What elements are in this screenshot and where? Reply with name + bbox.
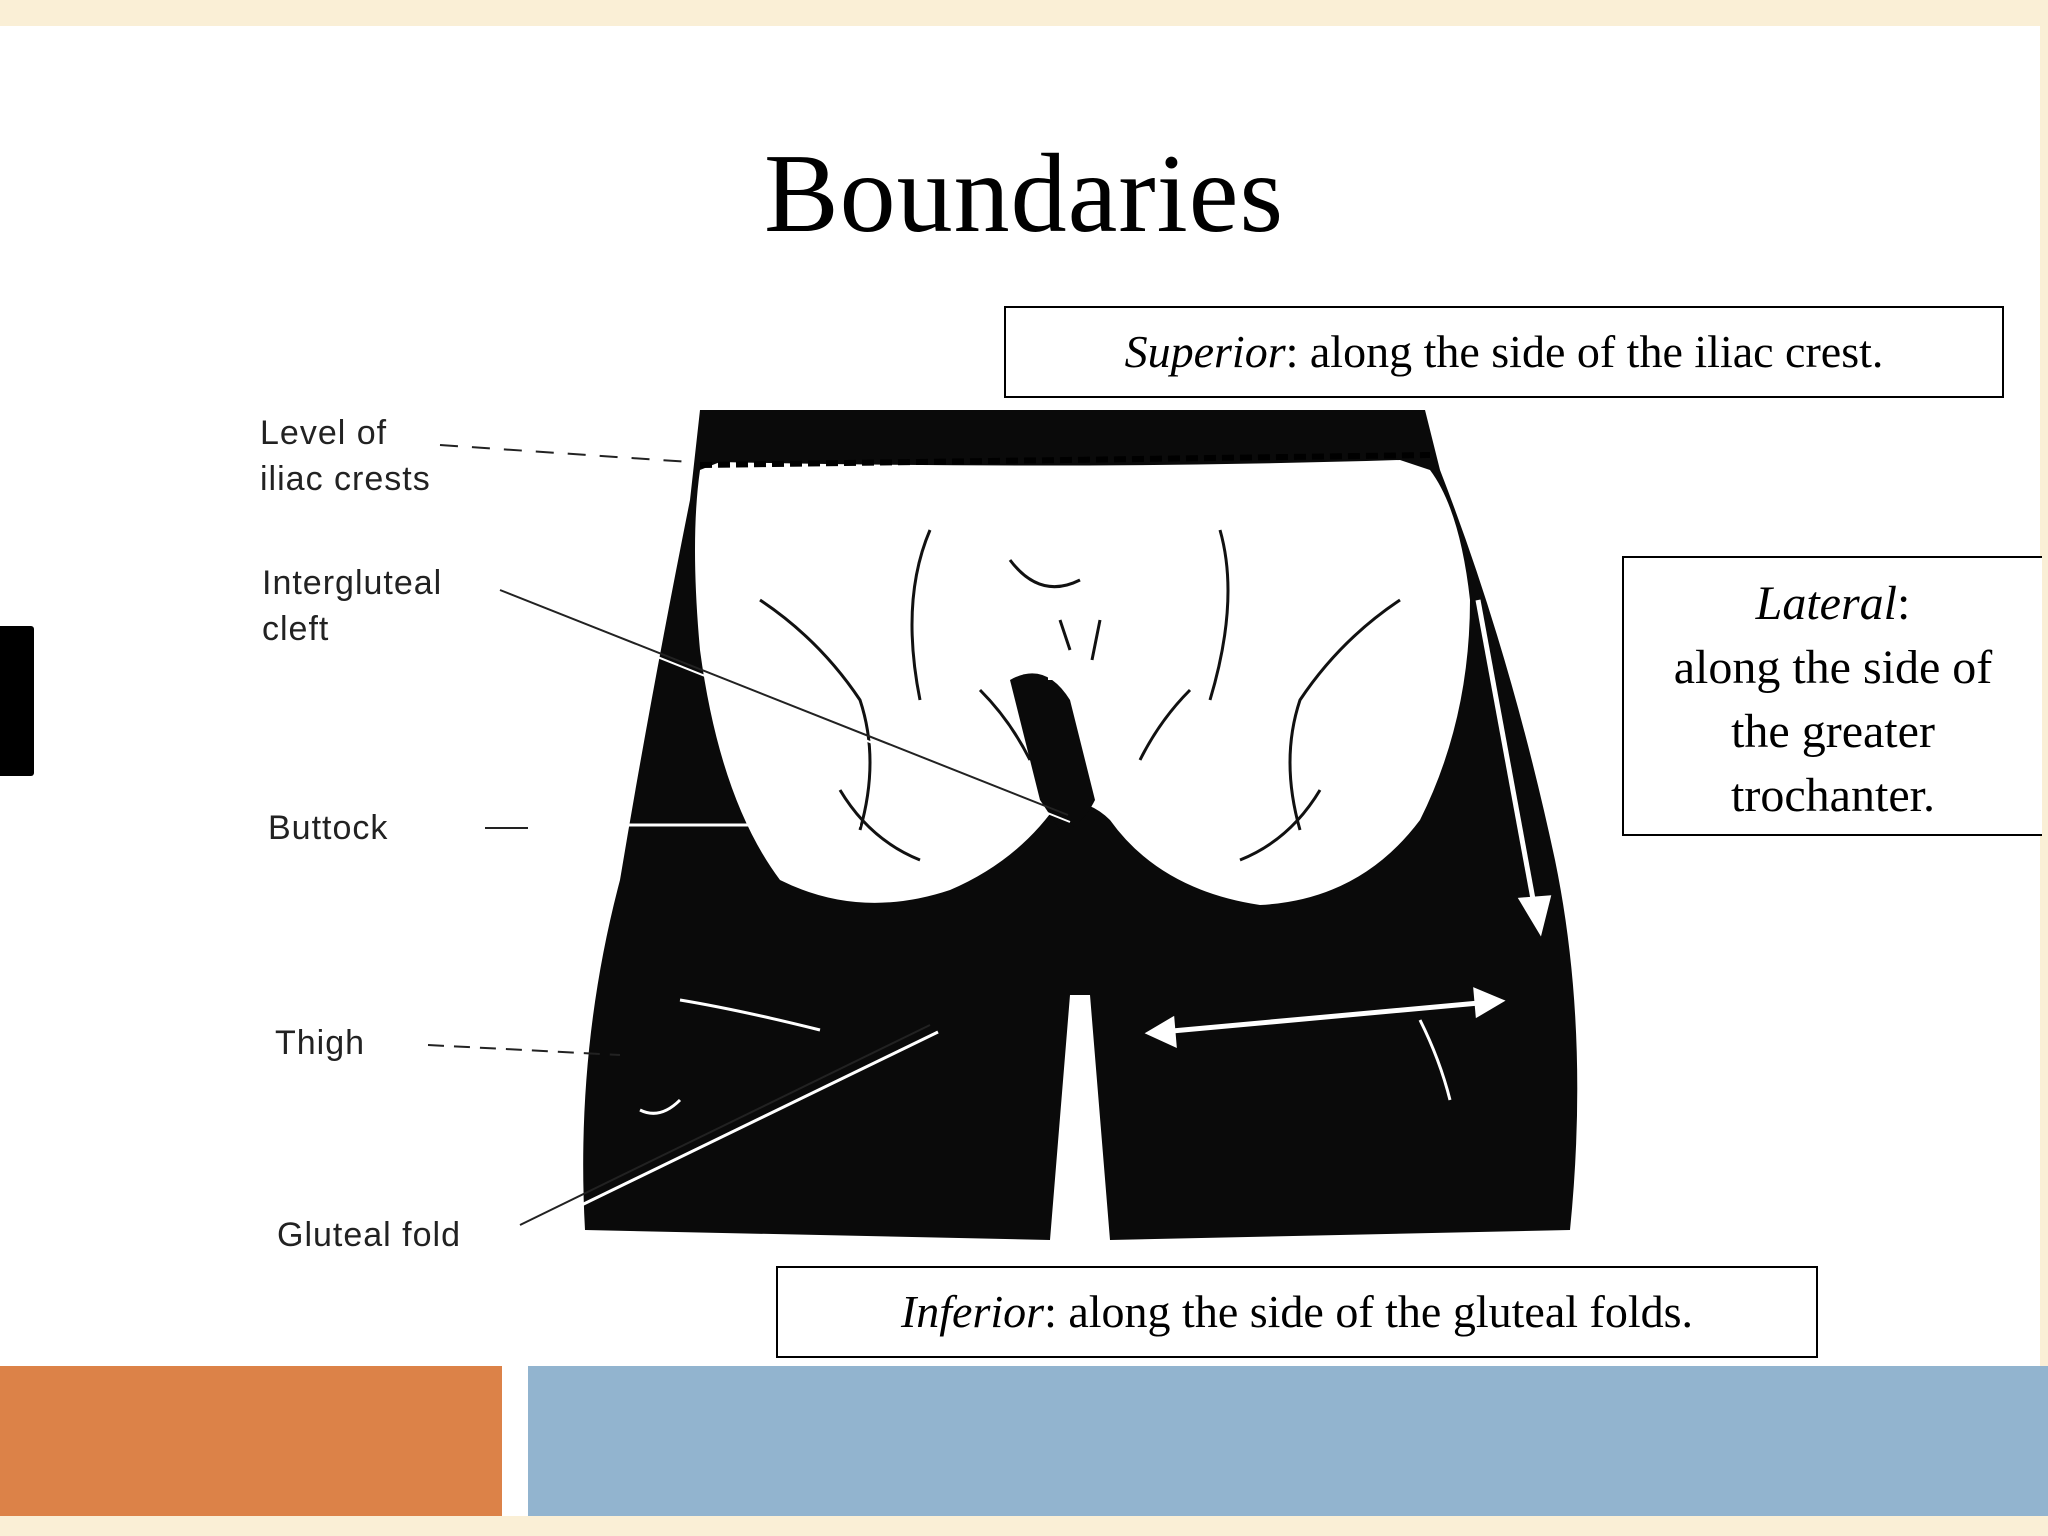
slide-marker bbox=[0, 626, 34, 776]
superior-term: Superior bbox=[1124, 326, 1286, 377]
lateral-term: Lateral bbox=[1755, 577, 1897, 630]
superior-text: : along the side of the iliac crest. bbox=[1285, 326, 1884, 377]
label-buttock: Buttock bbox=[268, 809, 389, 847]
intergluteal-cleft-shape bbox=[1010, 673, 1095, 830]
body-silhouette bbox=[583, 410, 1577, 1240]
bottom-band bbox=[0, 1516, 2048, 1536]
inferior-text: : along the side of the gluteal folds. bbox=[1044, 1286, 1694, 1337]
label-iliac-line2: iliac crests bbox=[260, 460, 431, 498]
label-cleft-line2: cleft bbox=[262, 610, 330, 648]
label-iliac-crests bbox=[260, 410, 431, 502]
lateral-boundary-box: Lateral: along the side of the greater trochanter. bbox=[1622, 556, 2042, 836]
footer-accent-blue bbox=[528, 1366, 2048, 1516]
lateral-line1: along the side of bbox=[1673, 641, 1993, 694]
label-iliac-line1: Level of bbox=[260, 414, 388, 452]
iliac-crest-line bbox=[700, 455, 1430, 465]
footer-accent-orange bbox=[0, 1366, 502, 1516]
inferior-term: Inferior bbox=[900, 1286, 1045, 1337]
lateral-line3: trochanter. bbox=[1731, 769, 1935, 822]
superior-boundary-box bbox=[1004, 306, 2004, 398]
pelvis-outline bbox=[695, 460, 1470, 905]
inferior-boundary-box bbox=[776, 1266, 1818, 1358]
top-band bbox=[0, 0, 2048, 26]
slide-title: Boundaries bbox=[763, 132, 1285, 256]
lateral-line2: the greater bbox=[1731, 705, 1935, 758]
label-thigh: Thigh bbox=[275, 1024, 366, 1062]
label-gluteal-fold: Gluteal fold bbox=[277, 1216, 461, 1254]
label-cleft-line1: Intergluteal bbox=[262, 564, 443, 602]
label-intergluteal-cleft bbox=[262, 560, 442, 652]
